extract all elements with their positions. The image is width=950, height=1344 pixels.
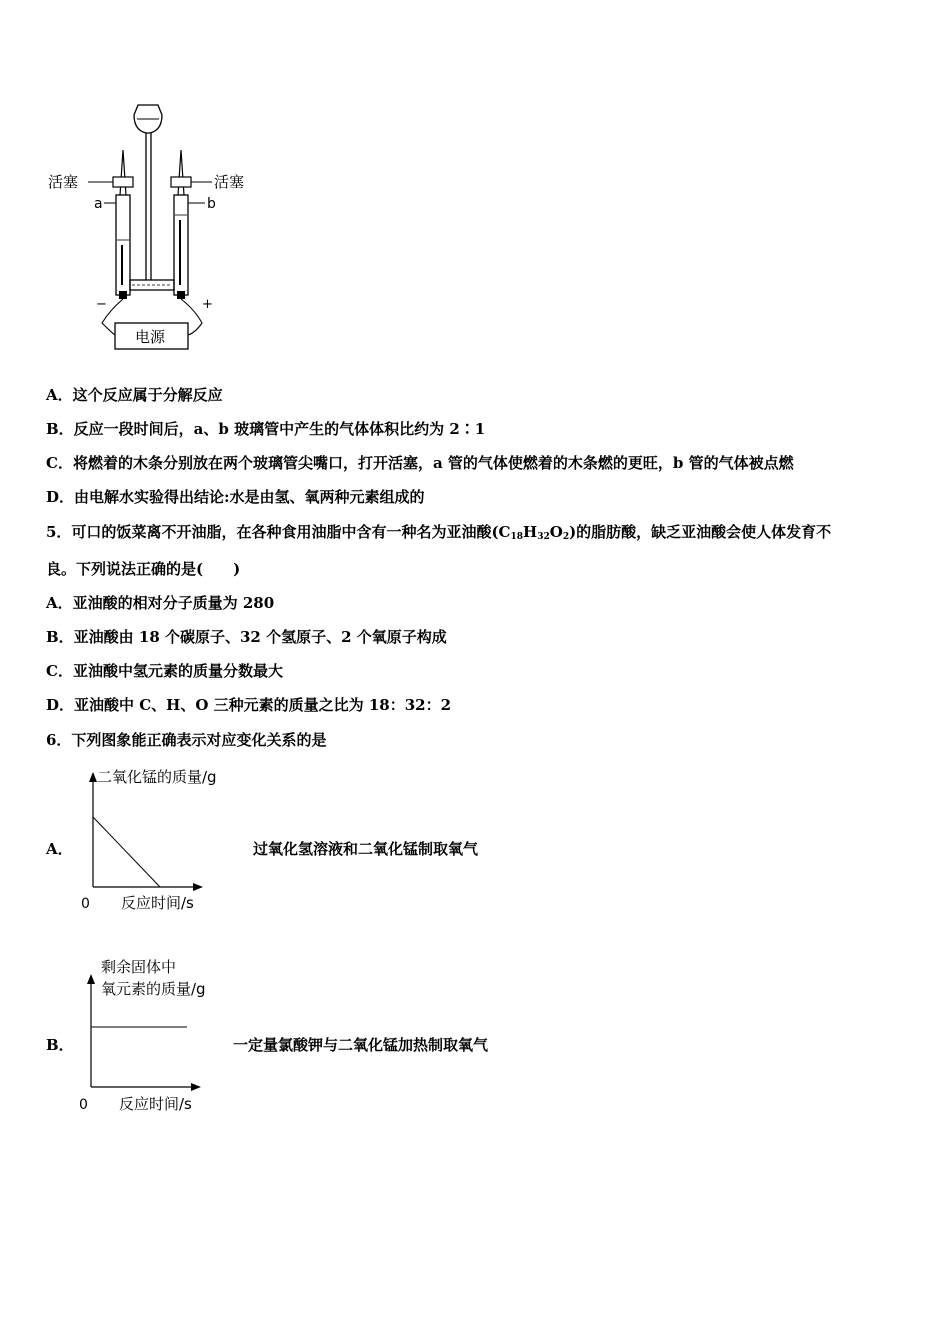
- q4-option-c: C．将燃着的木条分别放在两个玻璃管尖嘴口，打开活塞，a 管的气体使燃着的木条燃的更旺，b 管的气体被点燃: [46, 454, 794, 472]
- q5-option-c: C．亚油酸中氢元素的质量分数最大: [46, 662, 283, 680]
- stopcock-left-label: 活塞: [48, 173, 79, 191]
- q4-option-b: B．反应一段时间后，a、b 玻璃管中产生的气体体积比约为 2∶1: [46, 420, 486, 438]
- q6-a-origin: 0: [81, 896, 90, 912]
- plus-terminal-label: +: [202, 297, 213, 312]
- electrolysis-apparatus-figure: [40, 95, 260, 355]
- q6-b-xlabel: 反应时间/s: [119, 1095, 192, 1113]
- power-supply-label: 电源: [135, 328, 166, 346]
- q6-option-b-description: 一定量氯酸钾与二氧化锰加热制取氧气: [233, 1036, 489, 1054]
- q4-option-d: D．由电解水实验得出结论:水是由氢、氧两种元素组成的: [46, 488, 425, 506]
- q6-option-a-description: 过氧化氢溶液和二氧化锰制取氧气: [253, 840, 479, 858]
- tube-b-label: b: [207, 196, 216, 212]
- minus-terminal-label: −: [96, 297, 107, 312]
- q6-option-b-graph: [75, 952, 255, 1117]
- q6-b-origin: 0: [79, 1097, 88, 1113]
- q6-option-a-graph: [75, 762, 255, 917]
- q6-b-ylabel-line2: 氧元素的质量/g: [101, 980, 206, 998]
- q6-a-xlabel: 反应时间/s: [121, 894, 194, 912]
- q4-option-a: A．这个反应属于分解反应: [46, 386, 223, 404]
- q5-stem-line2: 良。下列说法正确的是( ): [46, 560, 241, 578]
- q6-b-ylabel-line1: 剩余固体中: [101, 958, 177, 976]
- q5-option-b: B．亚油酸由 18 个碳原子、32 个氢原子、2 个氧原子构成: [46, 628, 447, 646]
- q6-option-a-letter: A．: [46, 840, 73, 858]
- q5-stem-line1: 5．可口的饭菜离不开油脂，在各种食用油脂中含有一种名为亚油酸$(C_{18}H_{32}O_2)$的脂肪酸，缺乏亚油酸会使人体发育不: [46, 523, 832, 542]
- q5-option-a: A．亚油酸的相对分子质量为 280: [46, 594, 275, 612]
- q6-option-b-letter: B．: [46, 1036, 74, 1054]
- tube-a-label: a: [94, 196, 103, 212]
- q5-option-d: D．亚油酸中 C、H、O 三种元素的质量之比为 18：32：2: [46, 696, 452, 714]
- q6-stem: 6．下列图象能正确表示对应变化关系的是: [46, 731, 327, 749]
- q6-a-ylabel: 二氧化锰的质量/g: [97, 768, 217, 786]
- stopcock-right-label: 活塞: [214, 173, 245, 191]
